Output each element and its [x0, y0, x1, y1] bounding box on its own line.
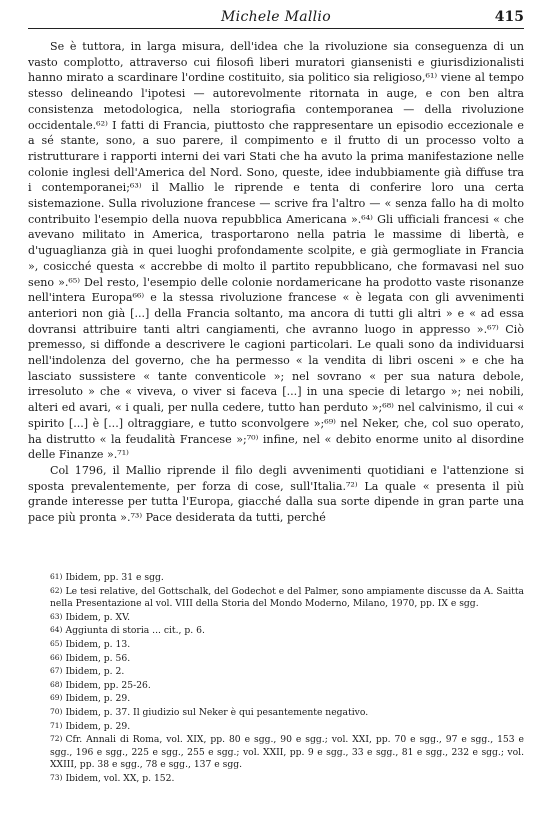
footnote-number: 70): [50, 706, 63, 716]
footnote-text: Ibidem, p. 56.: [65, 652, 131, 664]
footnote-text: Ibidem, vol. XX, p. 152.: [65, 772, 175, 784]
footnote-text: Ibidem, p. 13.: [65, 638, 131, 650]
footnote-number: 64): [50, 625, 63, 635]
footnote: [28, 652, 524, 666]
footnote-number: 73): [50, 772, 63, 782]
footnote-text: Ibidem, p. 29.: [65, 693, 131, 705]
running-title: Michele Mallio: [221, 9, 331, 25]
paragraph: Col 1796, il Mallio riprende il filo degli avvenimenti quotidiani e l'attenzione si sposta prevalentemente, per forza di cose, sull'Italia.⁷²⁾ La quale « presenta il più grande interesse per tutta l'Europa, giacché dalla sua sorte dipende in gran parte una pace più pronta ».⁷³⁾ Pace desiderata da tutti, perché: [28, 463, 524, 525]
footnotes: [28, 571, 524, 786]
footnote-text: Cfr. Annali di Roma, vol. XIX, pp. 80 e sgg., 90 e sgg.; vol. XXI, pp. 70 e sgg., 97 e sgg., 153 e sgg., 196 e sgg., 225 e sgg., 255 e sgg.; vol. XXII, pp. 9 e sgg., 33 e sgg., 81 e sgg., 232 e sgg.; vol. XXIII, pp. 38 e sgg., 78 e sgg., 137 e sgg.: [50, 734, 524, 771]
footnote: [28, 611, 524, 625]
footnote: [28, 665, 524, 679]
main-text: [28, 39, 524, 526]
footnote: [28, 706, 524, 720]
footnote: [28, 772, 524, 786]
footnote-text: Ibidem, p. XV.: [65, 611, 131, 623]
footnote: [28, 571, 524, 585]
footnote-text: Ibidem, p. 37. Il giudizio sul Neker è qui pesantemente negativo.: [65, 706, 369, 718]
paragraph: Se è tuttora, in larga misura, dell'idea che la rivoluzione sia conseguenza di un vasto complotto, attraverso cui filosofi liberi muratori giansenisti e giurisdizionalisti hanno mirato a scardinare l'ordine costituito, sia politico sia religioso,⁶¹⁾ viene al tempo stesso delineando l'ipotesi — autorevolmente ritornata in auge, e con ben altra consistenza metodologica, nella storiografia contemporanea — della rivoluzione occidentale.⁶²⁾ I fatti di Francia, piuttosto che rappresentare un episodio eccezionale e a sé stante, sono, a suo parere, il compimento e il frutto di un processo volto a ristrutturare i rapporti interni dei vari Stati che ha avuto la prima manifestazione nelle colonie inglesi dell'America del Nord. Sono, queste, idee indubbiamente già diffuse tra i contemporanei;⁶³⁾ il Mallio le riprende e tenta di conferire loro una certa sistemazione. Sulla rivoluzione francese — scrive fra l'altro — « senza fallo ha di molto contribuito l'esempio della nuova repubblica Americana ».⁶⁴⁾ Gli ufficiali francesi « che avevano militato in America, trasportarono nella patria le massime di libertà, e d'uguaglianza già in quei luoghi profondamente scolpite, e già germogliate in Francia », cosicché questa « accrebbe di molto il partito repubblicano, che formavasi nel suo seno ».⁶⁵⁾ Del resto, l'esempio delle colonie nordamericane ha prodotto vaste risonanze nell'intera Europa⁶⁶⁾ e la stessa rivoluzione francese « è legata con gli avvenimenti anteriori non già [...] della Francia soltanto, ma ancora di tutti gli altri » e « ad essa dovransi attribuire tanti altri cangiamenti, che avranno luogo in appresso ».⁶⁷⁾ Ciò premesso, si diffonde a descrivere le cagioni particolari. Le quali sono da individuarsi nell'indolenza del governo, che ha permesso « la vendita di libri osceni » e che ha lasciato sussistere « tante conventicole »; nel sovrano « per sua natura debole, irresoluto » che « viveva, o viver si faceva [...] in una specie di letargo »; nei nobili, alteri ed avari, « i quali, per nulla cedere, tutto han perduto »;⁶⁸⁾ nel calvinismo, il cui « spirito [...] è [...] oltraggiare, e tutto sconvolgere »;⁶⁹⁾ nel Neker, che, col suo operato, ha distrutto « la feudalità Francese »;⁷⁰⁾ infine, nel « debito enorme unito al disordine delle Finanze ».⁷¹⁾: [28, 40, 524, 462]
page: [28, 6, 524, 526]
footnote-number: 63): [50, 611, 63, 621]
footnote: [28, 720, 524, 734]
page-number: 415: [494, 9, 524, 25]
footnote-number: 62): [50, 585, 63, 595]
footnote: [28, 692, 524, 706]
footnote-text: Ibidem, pp. 31 e sgg.: [65, 572, 164, 583]
footnote-number: 71): [50, 720, 63, 730]
footnote-text: Le tesi relative, del Gottschalk, del Godechot e del Palmer, sono ampiamente discusse da A. Saitta nella Presentazione al vol. VIII della Storia del Mondo Moderno, Milano, 1970, pp. IX e sgg.: [50, 585, 524, 610]
footnote-number: 61): [50, 572, 63, 581]
footnote-text: Ibidem, pp. 25-26.: [65, 679, 151, 691]
footnote: [28, 638, 524, 652]
footnote: [28, 585, 524, 611]
footnote: [28, 624, 524, 638]
footnote-number: 72): [50, 734, 63, 744]
footnote-number: 69): [50, 693, 63, 703]
footnote-number: 68): [50, 679, 63, 689]
footnote-text: Ibidem, p. 2.: [65, 666, 125, 678]
footnote-text: Aggiunta di storia ... cit., p. 6.: [65, 625, 205, 637]
footnote: [28, 679, 524, 693]
footnote-number: 67): [50, 666, 63, 676]
running-header: [28, 6, 524, 29]
footnote-text: Ibidem, p. 29.: [65, 720, 131, 732]
footnote-number: 66): [50, 652, 63, 662]
footnote-number: 65): [50, 638, 63, 648]
footnote: [28, 733, 524, 772]
